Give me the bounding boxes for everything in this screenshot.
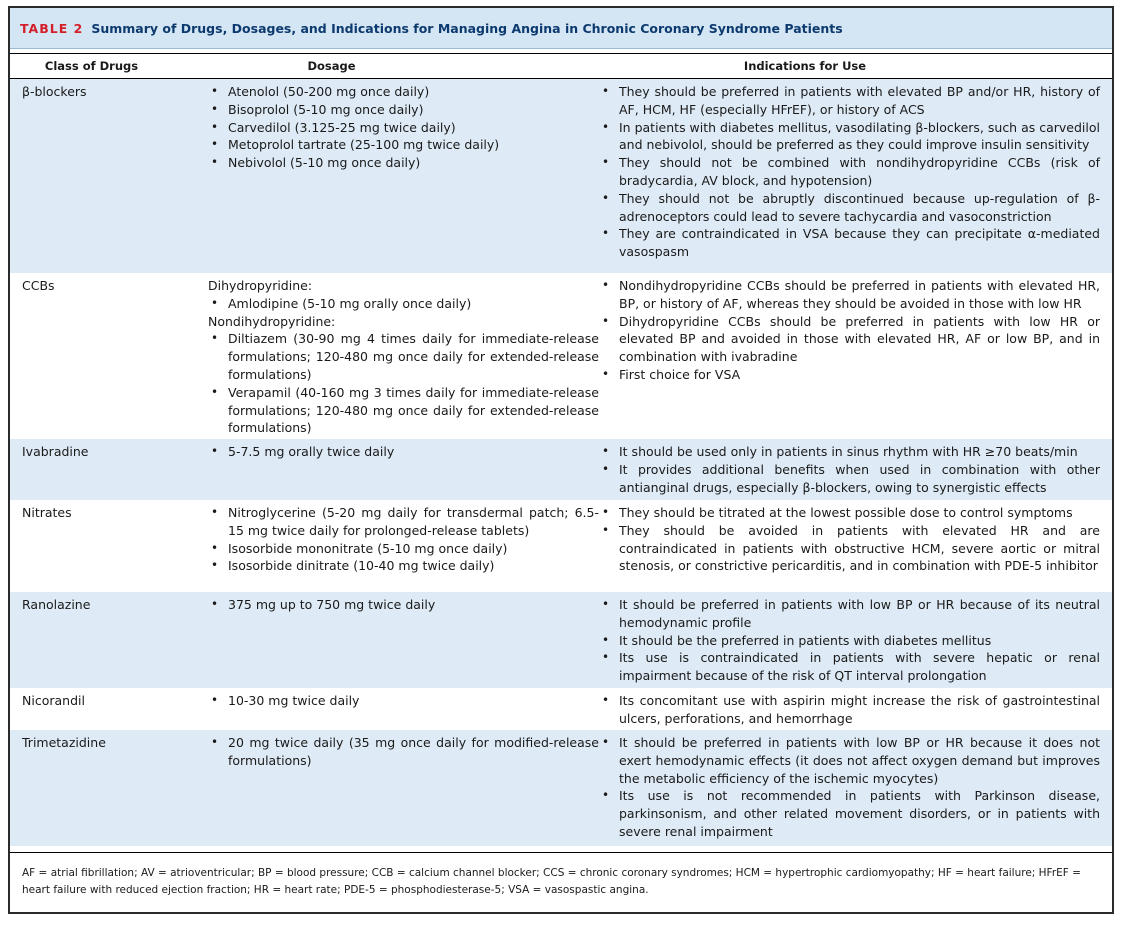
- dosage-item: • Isosorbide dinitrate (10-40 mg twice daily): [208, 557, 599, 575]
- table-header-row: [10, 53, 1112, 79]
- table-row: [10, 273, 1112, 439]
- drug-class: Nicorandil: [22, 693, 85, 708]
- indication-item: • Its use is contraindicated in patients with severe hepatic or renal impairment because of the risk of QT interval prolongation: [599, 649, 1100, 685]
- header-indications: Indications for Use: [743, 59, 867, 73]
- indication-item: • They should be preferred in patients with elevated BP and/or HR, history of AF, HCM, HF (especially HFrEF), or history of ACS: [599, 83, 1100, 119]
- indications-cell: [599, 504, 1112, 592]
- indication-item: • First choice for VSA: [599, 366, 1100, 384]
- table-frame: [8, 6, 1114, 914]
- indication-item: • It should be preferred in patients with low BP or HR because it does not exert hemodynamic effects (it does not affect oxygen demand but improves the metabolic efficiency of the ischemic myocytes): [599, 734, 1100, 787]
- drug-class: Trimetazidine: [22, 735, 106, 750]
- header-dosage: Dosage: [307, 59, 356, 73]
- dosage-item: • Amlodipine (5-10 mg orally once daily): [208, 295, 599, 313]
- indications-cell: [599, 83, 1112, 273]
- drug-class: Nitrates: [22, 505, 72, 520]
- dosage-item: • 20 mg twice daily (35 mg once daily for modified-release formulations): [208, 734, 599, 770]
- dosage-item: • Verapamil (40-160 mg 3 times daily for immediate-release formulations; 120-480 mg once daily for extended-release formulations): [208, 384, 599, 437]
- indication-item: • In patients with diabetes mellitus, vasodilating β-blockers, such as carvedilol and nebivolol, should be preferred as they could improve insulin sensitivity: [599, 119, 1100, 155]
- dosage-item: • 5-7.5 mg orally twice daily: [208, 443, 599, 461]
- dosage-cell: [202, 504, 599, 592]
- table-footnote: AF = atrial fibrillation; AV = atrioventricular; BP = blood pressure; CCB = calcium channel blocker; CCS = chronic coronary syndromes; HCM = hypertrophic cardiomyopathy; HF = heart failure; HFrEF = heart failure with reduced ejection fraction; HR = heart rate; PDE-5 = phosphodiesterase-5; VSA = vasospastic angina.: [10, 852, 1112, 899]
- table-row: [10, 592, 1112, 688]
- table-row: [10, 439, 1112, 500]
- dosage-item: • 10-30 mg twice daily: [208, 692, 599, 710]
- indication-item: • It should be preferred in patients with low BP or HR because of its neutral hemodynamic profile: [599, 596, 1100, 632]
- dosage-item: • Carvedilol (3.125-25 mg twice daily): [208, 119, 599, 137]
- indication-item: • Dihydropyridine CCBs should be preferred in patients with low HR or elevated BP and avoided in those with elevated HR, AF or low BP, and in combination with ivabradine: [599, 313, 1100, 366]
- indications-cell: [599, 692, 1112, 730]
- drug-class: CCBs: [22, 278, 55, 293]
- indication-item: • Its use is not recommended in patients with Parkinson disease, parkinsonism, and other related movement disorders, or in patients with severe renal impairment: [599, 787, 1100, 840]
- dosage-cell: [202, 596, 599, 688]
- dosage-cell: [202, 83, 599, 273]
- table-title: Summary of Drugs, Dosages, and Indications for Managing Angina in Chronic Coronary Syndrome Patients: [91, 20, 843, 36]
- indication-item: • It should be used only in patients in sinus rhythm with HR ≥70 beats/min: [599, 443, 1100, 461]
- dosage-cell: [202, 277, 599, 439]
- drug-class: β-blockers: [22, 84, 87, 99]
- header-class: Class of Drugs: [44, 59, 139, 73]
- dosage-cell: [202, 443, 599, 500]
- dosage-subheading: Dihydropyridine:: [208, 278, 313, 293]
- table-label: TABLE 2: [20, 20, 84, 36]
- drug-class: Ivabradine: [22, 444, 89, 459]
- dosage-item: • Isosorbide mononitrate (5-10 mg once daily): [208, 540, 599, 558]
- dosage-item: • 375 mg up to 750 mg twice daily: [208, 596, 599, 614]
- dosage-subheading: Nondihydropyridine:: [208, 313, 336, 329]
- indications-cell: [599, 443, 1112, 500]
- indication-item: • They are contraindicated in VSA because they can precipitate α-mediated vasospasm: [599, 225, 1100, 261]
- indications-cell: [599, 596, 1112, 688]
- indications-cell: [599, 734, 1112, 846]
- indication-item: • They should be avoided in patients with elevated HR and are contraindicated in patients with obstructive HCM, severe aortic or mitral stenosis, or constrictive pericarditis, and in combination with PDE-5 inhibitor: [599, 522, 1100, 575]
- table-row: [10, 688, 1112, 730]
- dosage-item: • Bisoprolol (5-10 mg once daily): [208, 101, 599, 119]
- indications-cell: [599, 277, 1112, 439]
- indication-item: • It provides additional benefits when used in combination with other antianginal drugs, especially β-blockers, owing to synergistic effects: [599, 461, 1100, 497]
- dosage-item: • Diltiazem (30-90 mg 4 times daily for immediate-release formulations; 120-480 mg once daily for extended-release formulations): [208, 330, 599, 383]
- dosage-cell: [202, 734, 599, 846]
- table-row: [10, 500, 1112, 592]
- dosage-item: • Metoprolol tartrate (25-100 mg twice daily): [208, 136, 599, 154]
- table-title-bar: [10, 8, 1112, 49]
- drug-class: Ranolazine: [22, 597, 91, 612]
- dosage-item: • Nitroglycerine (5-20 mg daily for transdermal patch; 6.5-15 mg twice daily for prolonged-release tablets): [208, 504, 599, 540]
- indication-item: • They should be titrated at the lowest possible dose to control symptoms: [599, 504, 1100, 522]
- table-row: [10, 79, 1112, 273]
- table-row: [10, 730, 1112, 846]
- indication-item: • They should not be combined with nondihydropyridine CCBs (risk of bradycardia, AV block, and hypotension): [599, 154, 1100, 190]
- indication-item: • They should not be abruptly discontinued because up-regulation of β-adrenoceptors could lead to severe tachycardia and vasoconstriction: [599, 190, 1100, 226]
- indication-item: • Its concomitant use with aspirin might increase the risk of gastrointestinal ulcers, perforations, and hemorrhage: [599, 692, 1100, 728]
- indication-item: • It should be the preferred in patients with diabetes mellitus: [599, 632, 1100, 650]
- dosage-item: • Nebivolol (5-10 mg once daily): [208, 154, 599, 172]
- dosage-item: • Atenolol (50-200 mg once daily): [208, 83, 599, 101]
- dosage-cell: [202, 692, 599, 730]
- indication-item: • Nondihydropyridine CCBs should be preferred in patients with elevated HR, BP, or history of AF, whereas they should be avoided in those with low HR: [599, 277, 1100, 313]
